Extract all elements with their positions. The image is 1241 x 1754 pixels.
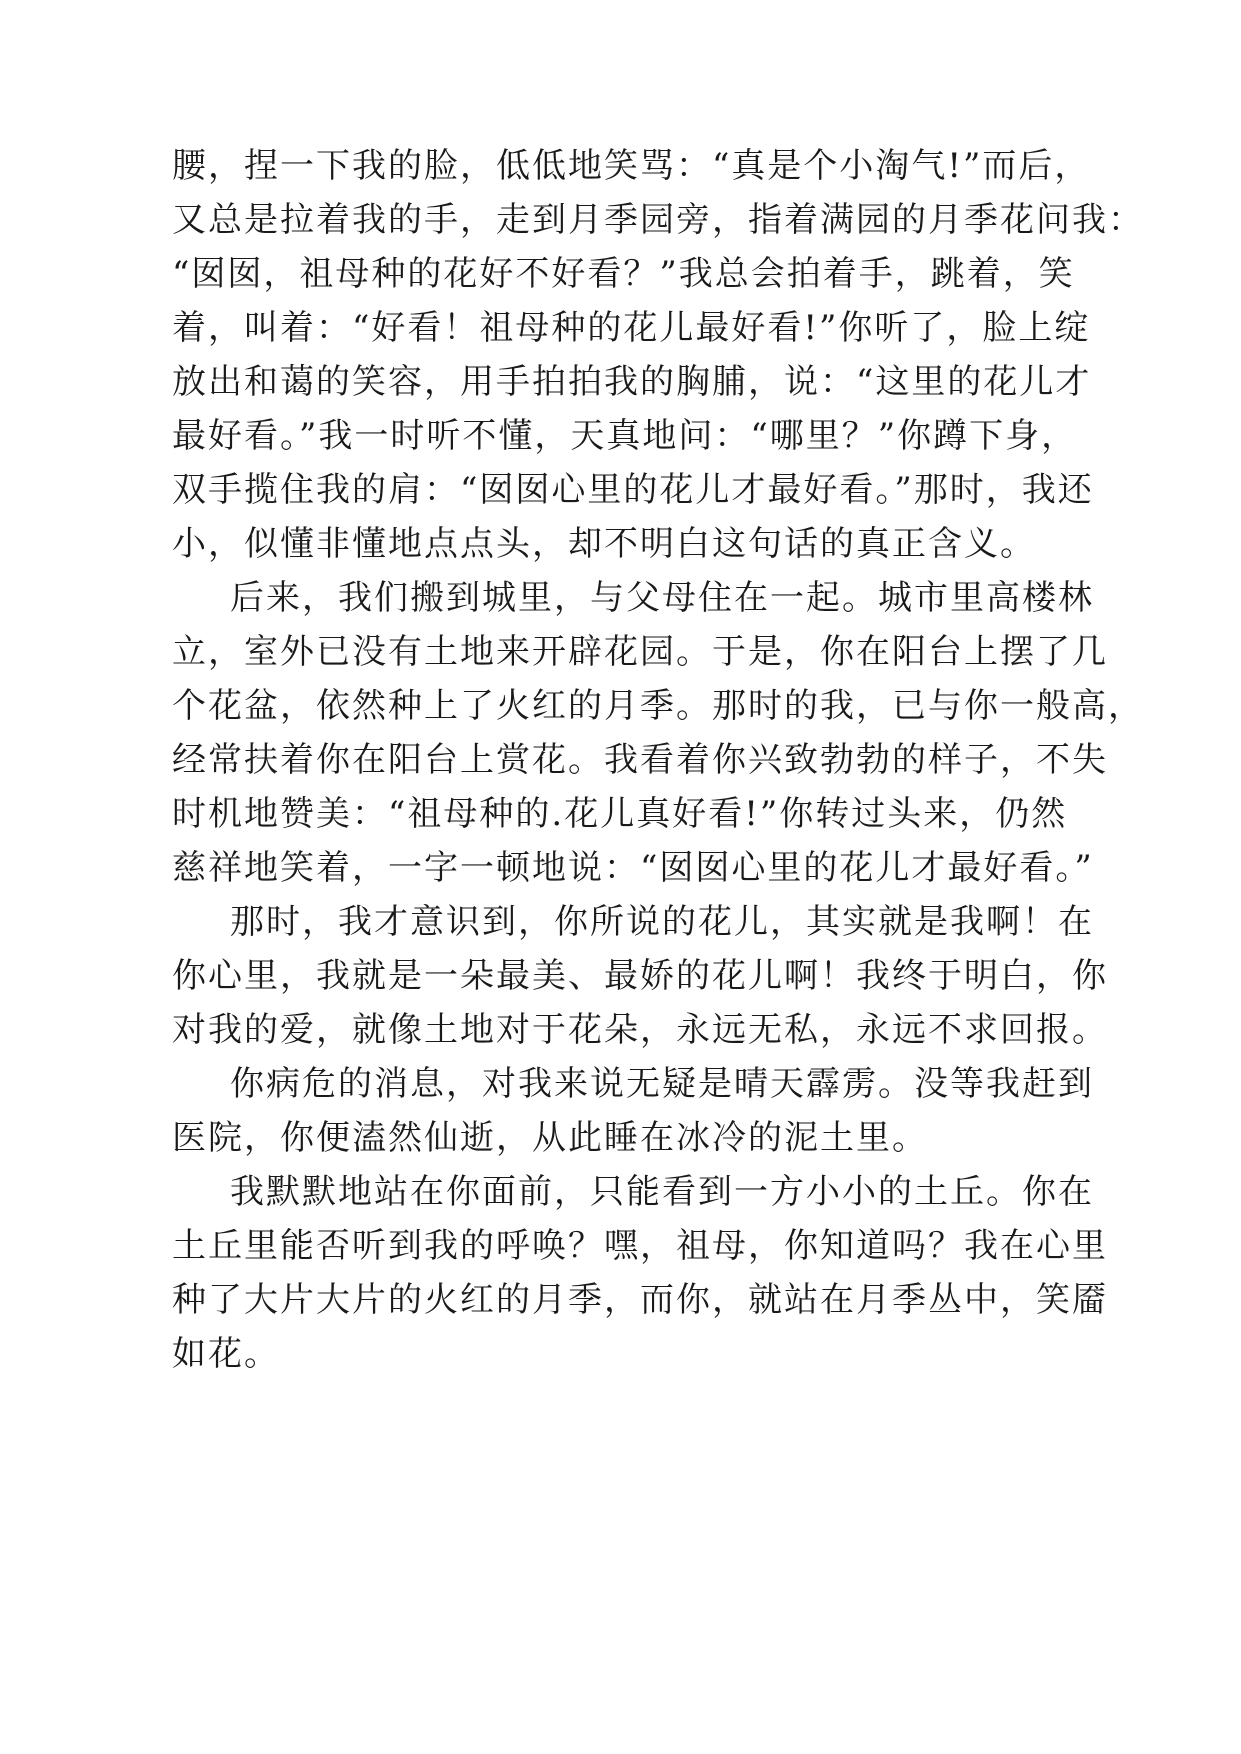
text-line: 小，似懂非懂地点点头，却不明白这句话的真正含义。: [172, 524, 1036, 564]
text-line: 个花盆，依然种上了火红的月季。那时的我，已与你一般高，: [172, 686, 1144, 726]
text-line: 医院，你便溘然仙逝，从此睡在冰冷的泥土里。: [172, 1118, 928, 1158]
text-line: 如花。: [172, 1334, 280, 1374]
text-line: 双手揽住我的肩：“囡囡心里的花儿才最好看。”那时，我还: [172, 470, 1094, 510]
text-line: 时机地赞美：“祖母种的.花儿真好看!”你转过头来，仍然: [172, 794, 1068, 834]
text-line: 放出和蔼的笑容，用手拍拍我的胸脯，说：“这里的花儿才: [172, 362, 1092, 402]
text-line: 最好看。”我一时听不懂，天真地问：“哪里？”你蹲下身，: [172, 416, 1078, 456]
text-line: 又总是拉着我的手，走到月季园旁，指着满园的月季花问我：: [172, 200, 1144, 240]
paragraph-first-line: 那时，我才意识到，你所说的花儿，其实就是我啊！在: [230, 902, 1094, 942]
text-line: “囡囡，祖母种的花好不好看？”我总会拍着手，跳着，笑: [172, 254, 1075, 294]
text-line: 经常扶着你在阳台上赏花。我看着你兴致勃勃的样子，不失: [172, 740, 1108, 780]
text-line: 慈祥地笑着，一字一顿地说：“囡囡心里的花儿才最好看。”: [172, 848, 1094, 888]
paragraph-first-line: 后来，我们搬到城里，与父母住在一起。城市里高楼林: [230, 578, 1094, 618]
text-line: 立，室外已没有土地来开辟花园。于是，你在阳台上摆了几: [172, 632, 1108, 672]
text-line: 腰，捏一下我的脸，低低地笑骂：“真是个小淘气!”而后，: [172, 146, 1091, 186]
text-line: 土丘里能否听到我的呼唤？嘿，祖母，你知道吗？我在心里: [172, 1226, 1108, 1266]
paragraph-first-line: 你病危的消息，对我来说无疑是晴天霹雳。没等我赶到: [230, 1064, 1094, 1104]
text-line: 对我的爱，就像土地对于花朵，永远无私，永远不求回报。: [172, 1010, 1108, 1050]
paragraph-first-line: 我默默地站在你面前，只能看到一方小小的土丘。你在: [230, 1172, 1094, 1212]
text-line: 着，叫着：“好看！祖母种的花儿最好看!”你听了，脸上绽: [172, 308, 1091, 348]
text-line: 种了大片大片的火红的月季，而你，就站在月季丛中，笑靥: [172, 1280, 1108, 1320]
text-line: 你心里，我就是一朵最美、最娇的花儿啊！我终于明白，你: [172, 956, 1108, 996]
